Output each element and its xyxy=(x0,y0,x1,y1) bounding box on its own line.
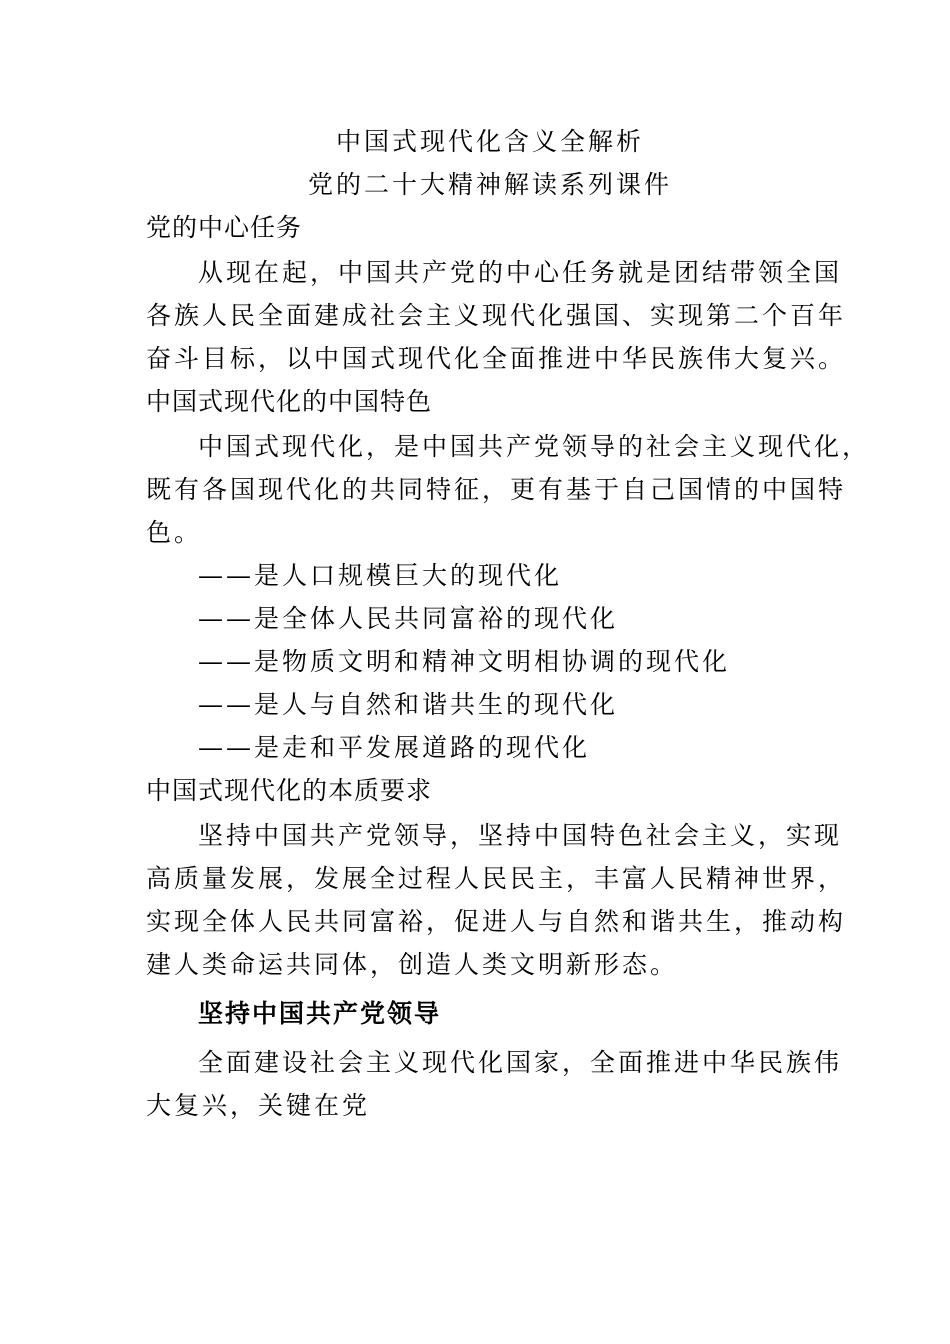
paragraph-line: 建人类命运共同体，创造人类文明新形态。 xyxy=(146,950,679,979)
document-subtitle: 党的二十大精神解读系列课件 xyxy=(307,170,672,199)
paragraph-line: 奋斗目标，以中国式现代化全面推进中华民族伟大复兴。 xyxy=(146,344,847,373)
paragraph-line: 大复兴，关键在党 xyxy=(146,1091,371,1120)
paragraph-line: 全面建设社会主义现代化国家，全面推进中华民族伟 xyxy=(198,1048,843,1077)
document-title: 中国式现代化含义全解析 xyxy=(335,127,644,156)
document-page xyxy=(146,120,871,1127)
bold-subheading: 坚持中国共产党领导 xyxy=(198,999,442,1028)
section-heading: 中国式现代化的中国特色 xyxy=(146,387,433,416)
list-item: ——是走和平发展道路的现代化 xyxy=(198,733,591,762)
list-item: ——是人口规模巨大的现代化 xyxy=(198,561,563,590)
paragraph-line: 色。 xyxy=(146,518,203,547)
paragraph-line: 中国式现代化，是中国共产党领导的社会主义现代化， xyxy=(198,432,871,461)
paragraph-line: 坚持中国共产党领导，坚持中国特色社会主义，实现 xyxy=(198,821,843,850)
paragraph-line: 高质量发展，发展全过程人民民主，丰富人民精神世界， xyxy=(146,864,847,893)
section-heading: 中国式现代化的本质要求 xyxy=(146,776,433,805)
list-item: ——是人与自然和谐共生的现代化 xyxy=(198,690,619,719)
paragraph-line: 既有各国现代化的共同特征，更有基于自己国情的中国特 xyxy=(146,475,847,504)
paragraph-line: 实现全体人民共同富裕，促进人与自然和谐共生，推动构 xyxy=(146,907,847,936)
list-item: ——是全体人民共同富裕的现代化 xyxy=(198,604,619,633)
paragraph-line: 从现在起，中国共产党的中心任务就是团结带领全国 xyxy=(198,258,843,287)
paragraph-line: 各族人民全面建成社会主义现代化强国、实现第二个百年 xyxy=(146,301,847,330)
list-item: ——是物质文明和精神文明相协调的现代化 xyxy=(198,647,731,676)
section-heading: 党的中心任务 xyxy=(146,213,303,242)
